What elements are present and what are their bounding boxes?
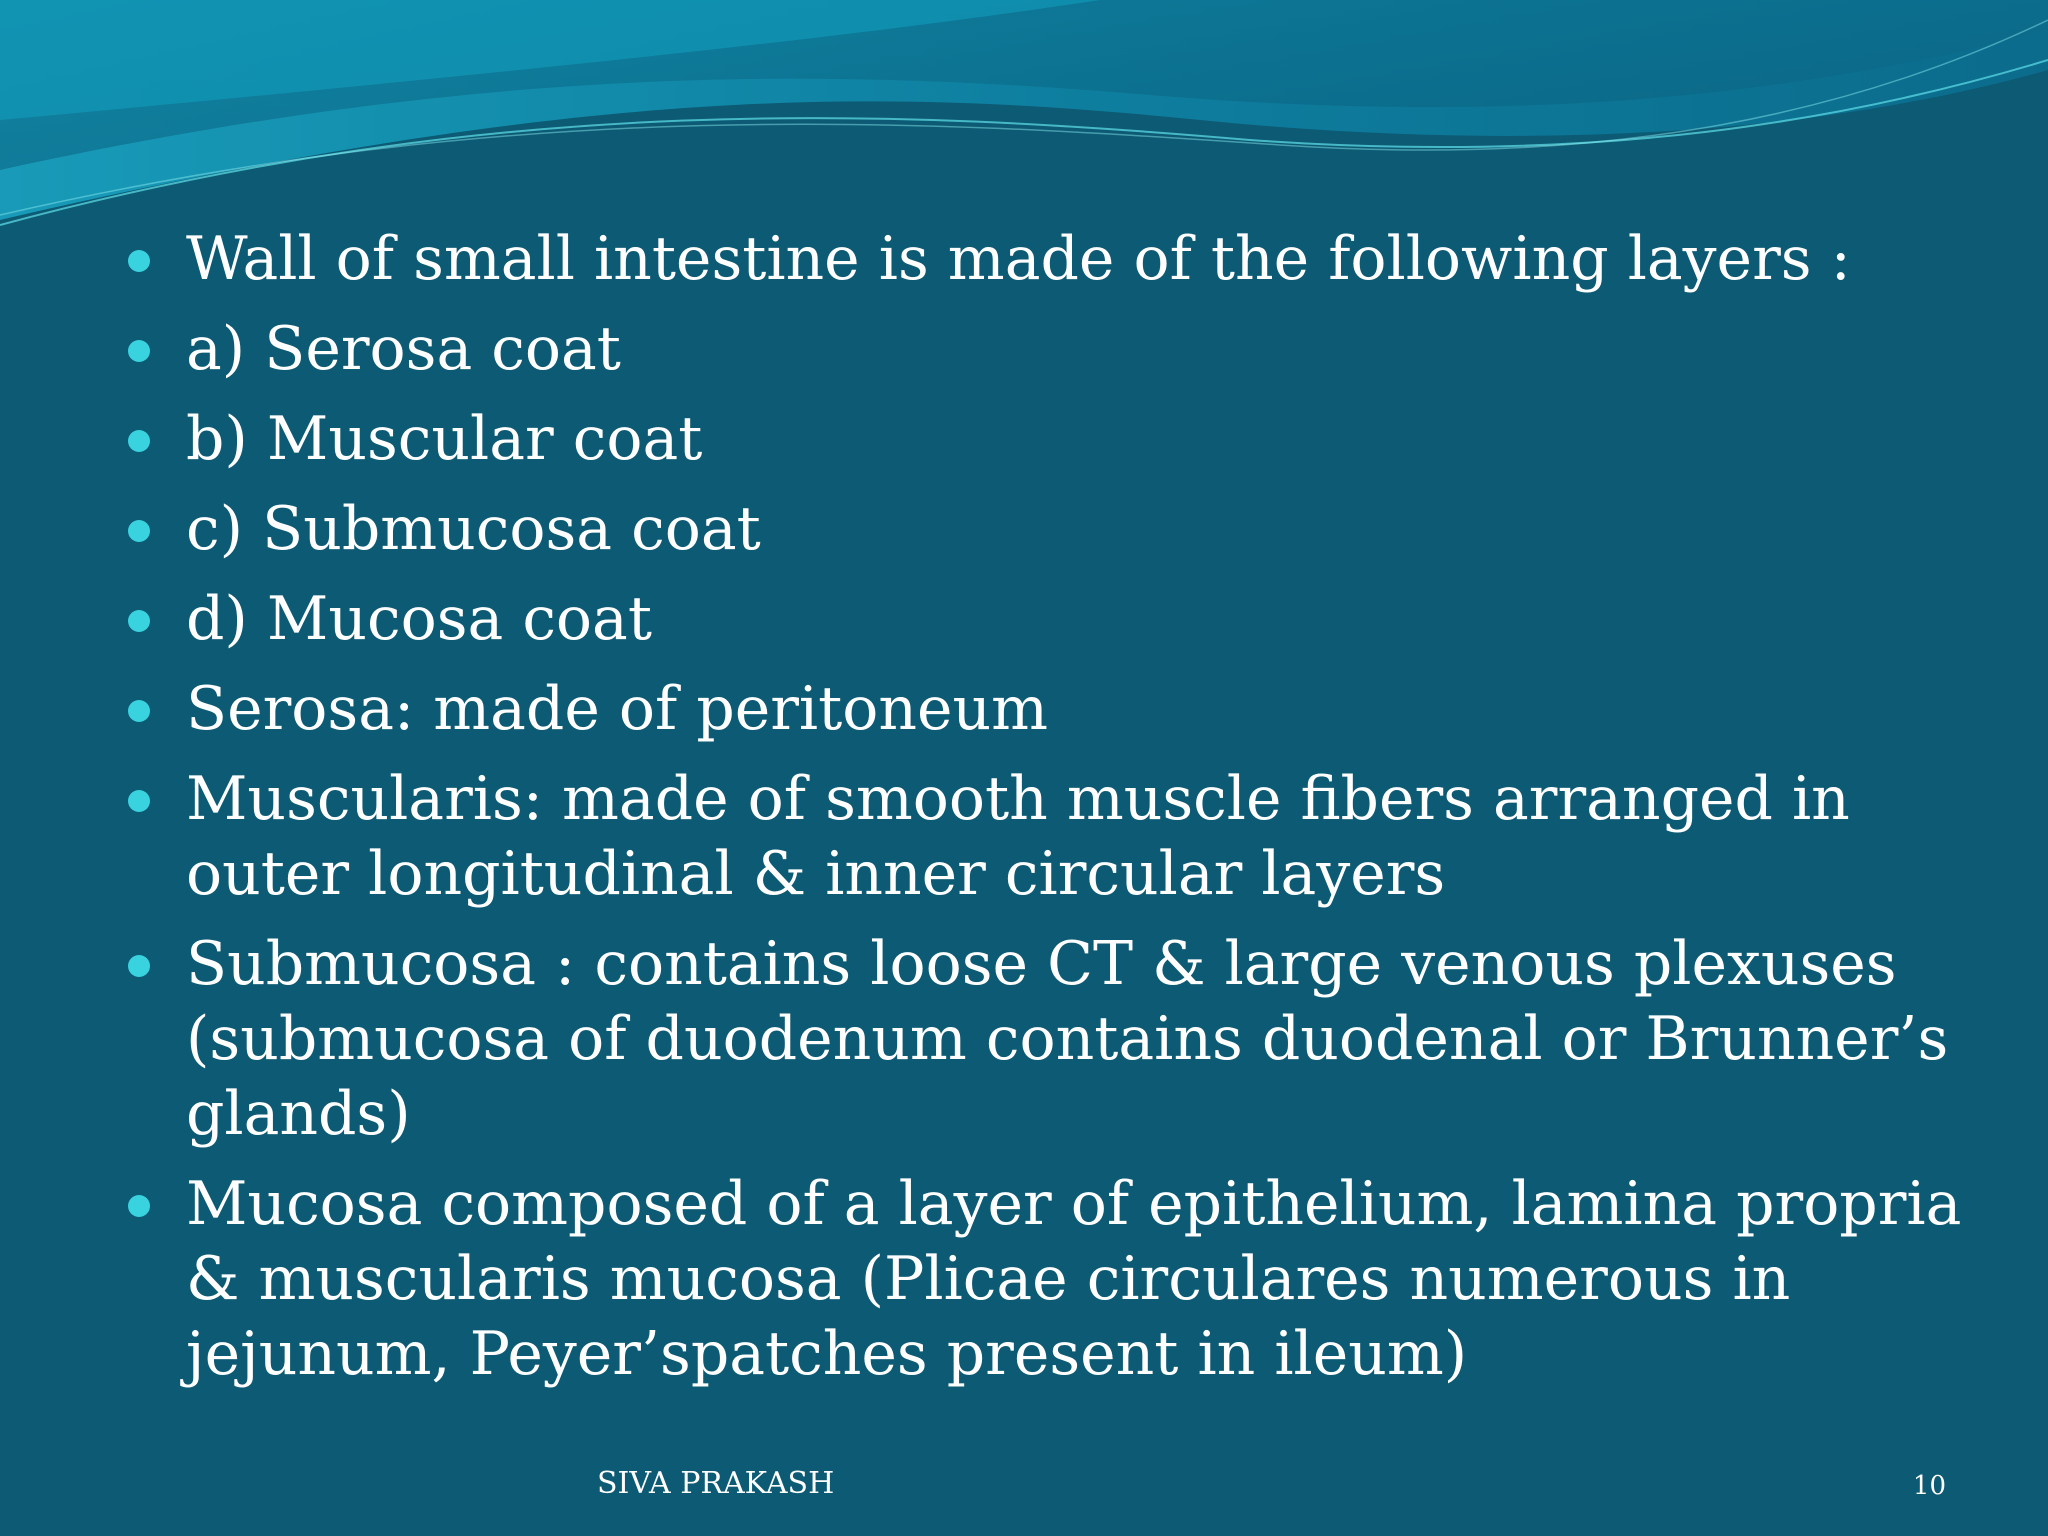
bullet-text: Muscularis: made of smooth muscle fibers arranged in outer longitudinal & inner circular layers <box>186 764 1850 909</box>
bullet-text: d) Mucosa coat <box>186 584 652 654</box>
bullet-dot-icon <box>128 430 150 452</box>
bullet-text: Wall of small intestine is made of the following layers : <box>186 224 1851 294</box>
bullet-item <box>126 582 1986 657</box>
bullet-item <box>126 492 1986 567</box>
bullet-text: Mucosa composed of a layer of epithelium, lamina propria & muscularis mucosa (Plicae circulares numerous in jejunum, Peyer’spatches present in ileum) <box>186 1169 1962 1389</box>
bullet-dot-icon <box>128 610 150 632</box>
bullet-dot-icon <box>128 790 150 812</box>
bullet-text: b) Muscular coat <box>186 404 703 474</box>
header-wave-decoration <box>0 0 2048 260</box>
bullet-item <box>126 927 1986 1152</box>
bullet-item <box>126 672 1986 747</box>
slide-number: 10 <box>1912 1471 1946 1501</box>
bullet-dot-icon <box>128 955 150 977</box>
bullet-dot-icon <box>128 1195 150 1217</box>
bullet-item <box>126 1167 1986 1392</box>
footer-author: SIVA PRAKASH <box>597 1466 835 1501</box>
bullet-item <box>126 762 1986 912</box>
bullet-item <box>126 312 1986 387</box>
bullet-dot-icon <box>128 700 150 722</box>
bullet-list <box>126 222 1986 1407</box>
bullet-dot-icon <box>128 520 150 542</box>
bullet-item <box>126 222 1986 297</box>
bullet-text: c) Submucosa coat <box>186 494 761 564</box>
bullet-text: Serosa: made of peritoneum <box>186 674 1049 744</box>
bullet-dot-icon <box>128 250 150 272</box>
bullet-text: Submucosa : contains loose CT & large venous plexuses (submucosa of duodenum contains duodenal or Brunner’s glands) <box>186 929 1949 1149</box>
bullet-item <box>126 402 1986 477</box>
bullet-dot-icon <box>128 340 150 362</box>
bullet-text: a) Serosa coat <box>186 314 621 384</box>
